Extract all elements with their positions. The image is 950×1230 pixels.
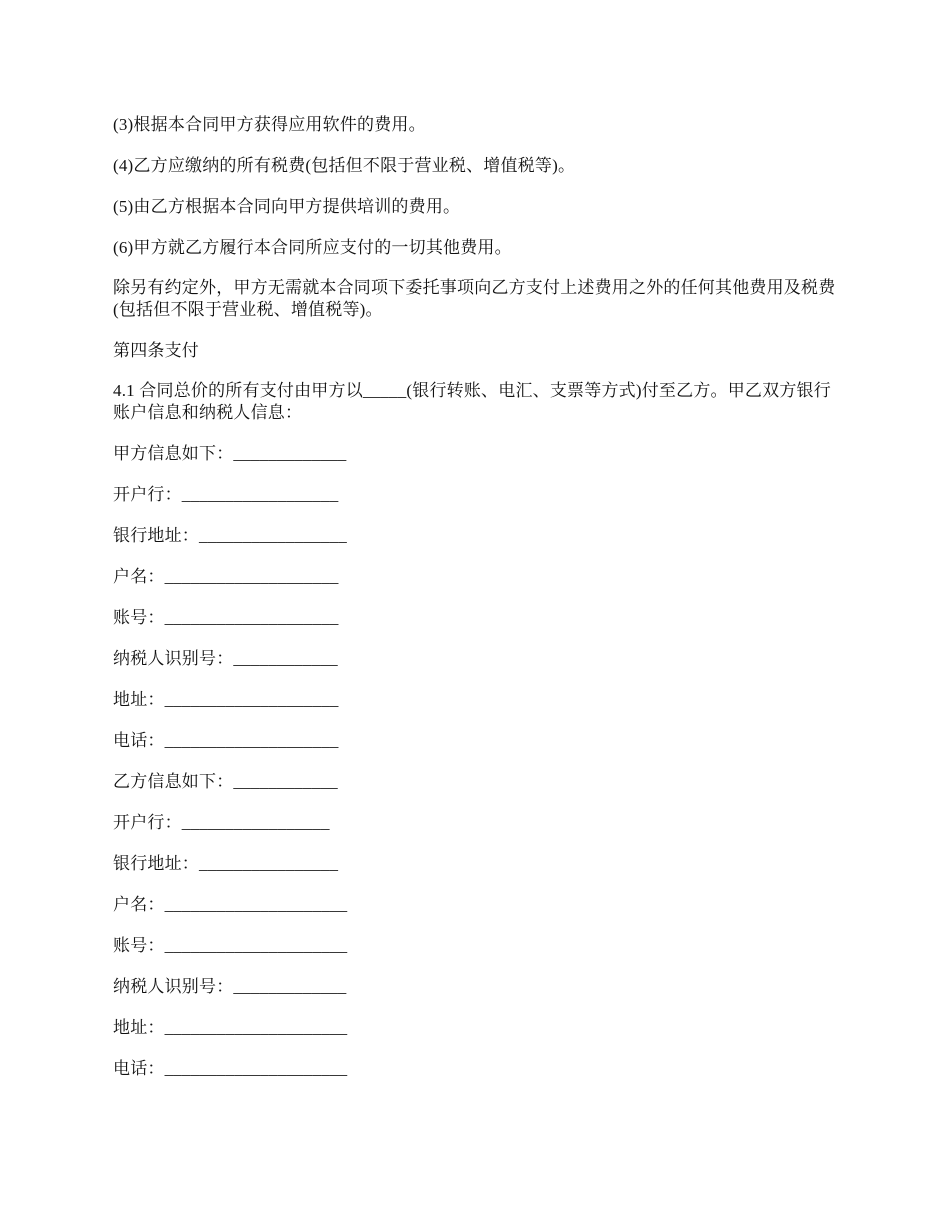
party-a-bank-field: 开户行：__________________ (113, 485, 339, 504)
fee-item-3: (3)根据本合同甲方获得应用软件的费用。 (113, 115, 426, 134)
party-b-info (113, 770, 843, 1080)
party-b-account-number-field: 账号：_____________________ (113, 936, 348, 955)
document-page (113, 113, 843, 1098)
party-b-account-name-field: 户名：_____________________ (113, 895, 348, 914)
party-b-address-field: 地址：_____________________ (113, 1018, 348, 1037)
party-b-taxpayer-id-field: 纳税人识别号：_____________ (113, 977, 347, 996)
party-b-heading: 乙方信息如下：____________ (113, 772, 338, 791)
party-a-bank-address-field: 银行地址：_________________ (113, 526, 347, 545)
party-b-bank-field: 开户行：_________________ (113, 813, 330, 832)
party-a-heading: 甲方信息如下：_____________ (113, 444, 347, 463)
party-a-account-name-field: 户名：____________________ (113, 567, 339, 586)
party-a-info (113, 442, 843, 752)
party-b-phone-field: 电话：_____________________ (113, 1059, 348, 1078)
party-a-taxpayer-id-field: 纳税人识别号：____________ (113, 649, 338, 668)
clause-4-1: 4.1 合同总价的所有支付由甲方以_____(银行转账、电汇、支票等方式)付至乙方。甲乙双方银行账户信息和纳税人信息： (113, 381, 831, 422)
party-a-account-number-field: 账号：____________________ (113, 608, 339, 627)
fee-item-6: (6)甲方就乙方履行本合同所应支付的一切其他费用。 (113, 238, 512, 257)
fee-summary-paragraph: 除另有约定外，甲方无需就本合同项下委托事项向乙方支付上述费用之外的任何其他费用及税费(包括但不限于营业税、增值税等)。 (113, 278, 836, 319)
article-title: 第四条支付 (113, 341, 199, 360)
fee-item-5: (5)由乙方根据本合同向甲方提供培训的费用。 (113, 197, 461, 216)
party-a-address-field: 地址：____________________ (113, 690, 339, 709)
party-a-phone-field: 电话：____________________ (113, 731, 339, 750)
party-b-bank-address-field: 银行地址：________________ (113, 854, 339, 873)
fee-item-4: (4)乙方应缴纳的所有税费(包括但不限于营业税、增值税等)。 (113, 156, 576, 175)
